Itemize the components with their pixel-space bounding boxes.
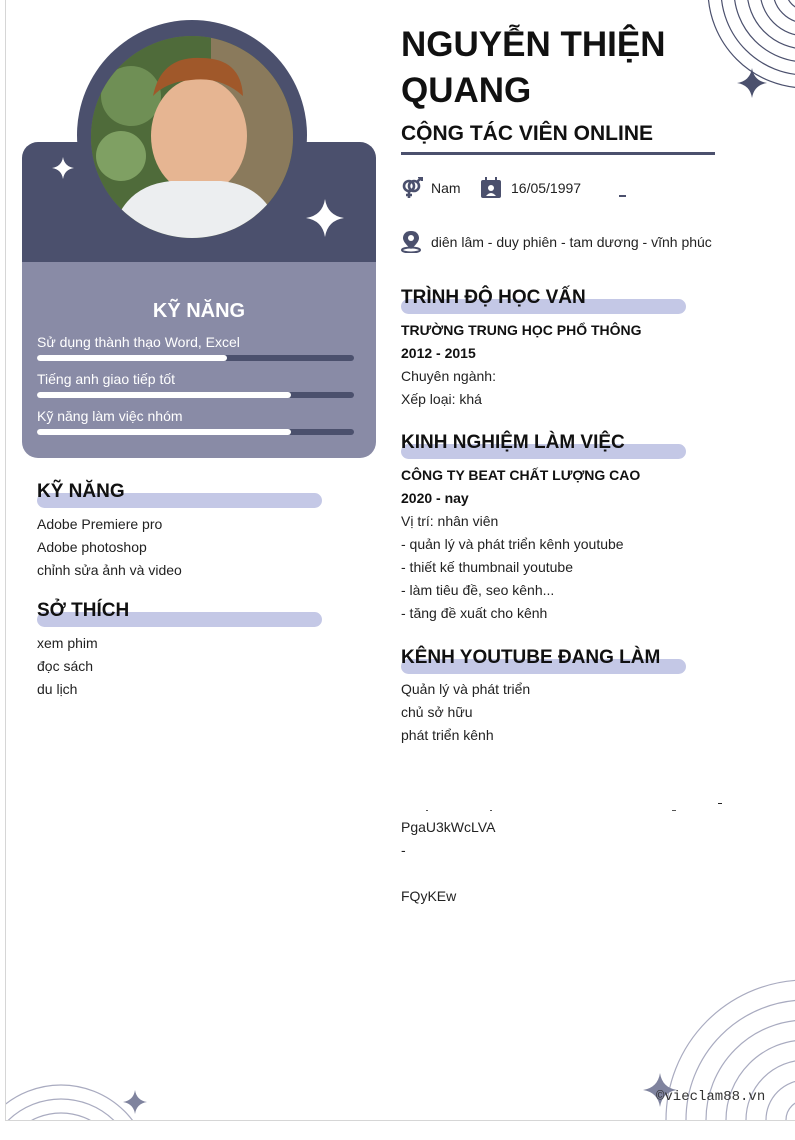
stray-mark xyxy=(672,810,676,811)
skills-section-heading: KỸ NĂNG xyxy=(37,481,125,503)
stray-mark xyxy=(619,195,626,197)
experience-task: - làm tiêu đề, seo kênh... xyxy=(401,582,555,598)
hobbies-section-heading: SỞ THÍCH xyxy=(37,600,129,622)
skill-label: Tiếng anh giao tiếp tốt xyxy=(37,371,176,387)
youtube-item: phát triển kênh xyxy=(401,727,494,743)
hobby-item: du lịch xyxy=(37,681,78,697)
skill-progress-bar xyxy=(37,355,354,361)
youtube-item: chủ sở hữu xyxy=(401,704,473,720)
experience-period: 2020 - nay xyxy=(401,490,469,506)
skill-progress-bar xyxy=(37,392,354,398)
hobby-item: xem phim xyxy=(37,635,98,651)
education-major: Chuyên ngành: xyxy=(401,368,496,384)
youtube-link-fragment: FQyKEw xyxy=(401,888,457,904)
skill-progress-fill xyxy=(37,429,291,435)
youtube-item: Quản lý và phát triển xyxy=(401,681,531,697)
skill-item: Adobe photoshop xyxy=(37,539,147,555)
experience-position: Vị trí: nhân viên xyxy=(401,513,499,529)
skill-item: Adobe Premiere pro xyxy=(37,516,163,532)
skill-label: Sử dụng thành thạo Word, Excel xyxy=(37,334,240,350)
stray-mark xyxy=(426,810,428,811)
address-value: diên lâm - duy phiên - tam dương - vĩnh phúc xyxy=(431,234,712,250)
candidate-name: NGUYỄN THIỆN QUANG xyxy=(401,25,666,110)
location-pin-icon xyxy=(401,231,421,253)
experience-task: - thiết kế thumbnail youtube xyxy=(401,559,573,575)
gender-value: Nam xyxy=(431,180,461,196)
calendar-person-icon xyxy=(481,177,501,198)
birthday-value: 16/05/1997 xyxy=(511,180,582,196)
school-name: TRƯỜNG TRUNG HỌC PHỔ THÔNG xyxy=(401,322,642,338)
hobby-item: đọc sách xyxy=(37,658,94,674)
sparkle-icon xyxy=(306,199,344,237)
skill-progress-fill xyxy=(37,355,227,361)
divider xyxy=(401,152,715,155)
stray-mark xyxy=(490,810,492,811)
avatar xyxy=(91,36,293,238)
skill-progress-fill xyxy=(37,392,291,398)
youtube-link-fragment: - xyxy=(401,842,406,858)
sparkle-icon xyxy=(123,1090,147,1114)
stray-mark xyxy=(718,803,722,804)
gender-icon xyxy=(401,177,423,199)
skills-card xyxy=(22,262,376,458)
experience-task: - tăng đề xuất cho kênh xyxy=(401,605,548,621)
skill-label: Kỹ năng làm việc nhóm xyxy=(37,408,183,424)
experience-task: - quản lý và phát triển kênh youtube xyxy=(401,536,624,552)
youtube-link-fragment: PgaU3kWcLVA xyxy=(401,819,496,835)
youtube-section-heading: KÊNH YOUTUBE ĐANG LÀM xyxy=(401,647,660,669)
education-section-heading: TRÌNH ĐỘ HỌC VẤN xyxy=(401,287,586,309)
education-period: 2012 - 2015 xyxy=(401,345,476,361)
job-title: CỘNG TÁC VIÊN ONLINE xyxy=(401,122,654,145)
cv-page xyxy=(5,0,795,1121)
sparkle-icon xyxy=(52,157,74,179)
skill-progress-bar xyxy=(37,429,354,435)
experience-section-heading: KINH NGHIỆM LÀM VIỆC xyxy=(401,432,625,454)
skills-card-title: KỸ NĂNG xyxy=(152,300,246,322)
company-name: CÔNG TY BEAT CHẤT LƯỢNG CAO xyxy=(401,467,641,483)
watermark: ©vieclam88.vn xyxy=(656,1089,766,1105)
skill-item: chỉnh sửa ảnh và video xyxy=(37,562,182,578)
sparkle-icon xyxy=(737,68,767,98)
education-grade: Xếp loại: khá xyxy=(401,391,482,407)
